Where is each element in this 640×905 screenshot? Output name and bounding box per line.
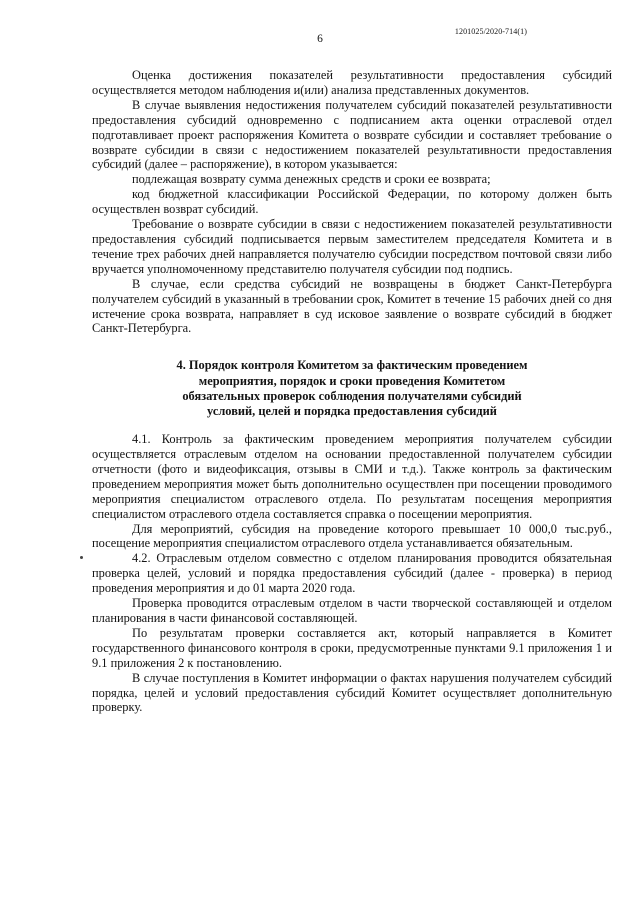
- paragraph: код бюджетной классификации Российской Федерации, по которому должен быть осуществлен возврат субсидий.: [92, 187, 612, 217]
- paragraph: 4.1. Контроль за фактическим проведением мероприятия получателем субсидии осуществляется отраслевым отделом на основании предоставленной получателем субсидии отчетности (фото и видеофиксация, отзывы в СМИ и т.д.). Также контроль за фактическим проведением мероприятия может быть дополнительно осуществлен при посещении проводимого мероприятия специалистом отраслевого отдела. По результатам посещения мероприятия специалистом отраслевого отдела составляется справка о посещении мероприятия.: [92, 432, 612, 521]
- paragraph: 4.2. Отраслевым отделом совместно с отделом планирования проводится обязательная проверка целей, условий и порядка предоставления субсидий (далее - проверка) в период проведения мероприятия и до 01 марта 2020 года.: [92, 551, 612, 596]
- paragraph: В случае поступления в Комитет информации о фактах нарушения получателем субсидий порядка, целей и условий предоставления субсидий Комитет осуществляет дополнительную проверку.: [92, 670, 612, 715]
- paragraph: По результатам проверки составляется акт, который направляется в Комитет государственного финансового контроля в сроки, предусмотренные пунктами 9.1 приложения 1 и 9.1 приложения 2 к постановлению.: [92, 625, 612, 670]
- paragraph: Оценка достижения показателей результативности предоставления субсидий осуществляется методом наблюдения и(или) анализа представленных документов.: [92, 68, 612, 97]
- paragraph: Проверка проводится отраслевым отделом в части творческой составляющей и отделом планирования в части финансовой составляющей.: [92, 596, 612, 625]
- scan-speck: [80, 556, 83, 559]
- section-heading: [92, 358, 612, 419]
- paragraph: подлежащая возврату сумма денежных средств и сроки ее возврата;: [132, 172, 491, 187]
- heading-line: условий, целей и порядка предоставления субсидий: [207, 403, 497, 418]
- paragraph: В случае выявления недостижения получателем субсидий показателей результативности предоставления субсидий одновременно с подписанием акта оценки отраслевой отдел подготавливает проект распоряжения Комитета о возврате субсидии и составляет требование о возврате субсидии в связи с недостижением показателей результативности предоставления субсидий (далее – распоряжение), в котором указывается:: [92, 97, 612, 172]
- paragraph: В случае, если средства субсидий не возвращены в бюджет Санкт-Петербурга получателем субсидий в указанный в требовании срок, Комитет в течение 15 рабочих дней со дня истечение срока возврата, направляет в суд исковое заявление о возврате субсидий в бюджет Санкт-Петербурга.: [92, 276, 612, 336]
- page-number: 6: [317, 33, 323, 45]
- paragraph: Требование о возврате субсидии в связи с недостижением показателей результативности предоставления субсидий подписывается первым заместителем председателя Комитета и в течение трех рабочих дней направляется получателю субсидии посредством почтовой связи либо вручается уполномоченному представителю получателя субсидии под подпись.: [92, 217, 612, 276]
- document-code: 1201025/2020-714(1): [454, 27, 527, 36]
- heading-line: обязательных проверок соблюдения получателями субсидий: [182, 388, 522, 403]
- document-body: [92, 68, 612, 715]
- heading-line: 4. Порядок контроля Комитетом за фактическим проведением: [176, 358, 528, 373]
- heading-line: мероприятия, порядок и сроки проведения Комитетом: [198, 373, 506, 388]
- paragraph: Для мероприятий, субсидия на проведение которого превышает 10 000,0 тыс.руб., посещение мероприятия специалистом отраслевого отдела устанавливается обязательным.: [92, 521, 612, 551]
